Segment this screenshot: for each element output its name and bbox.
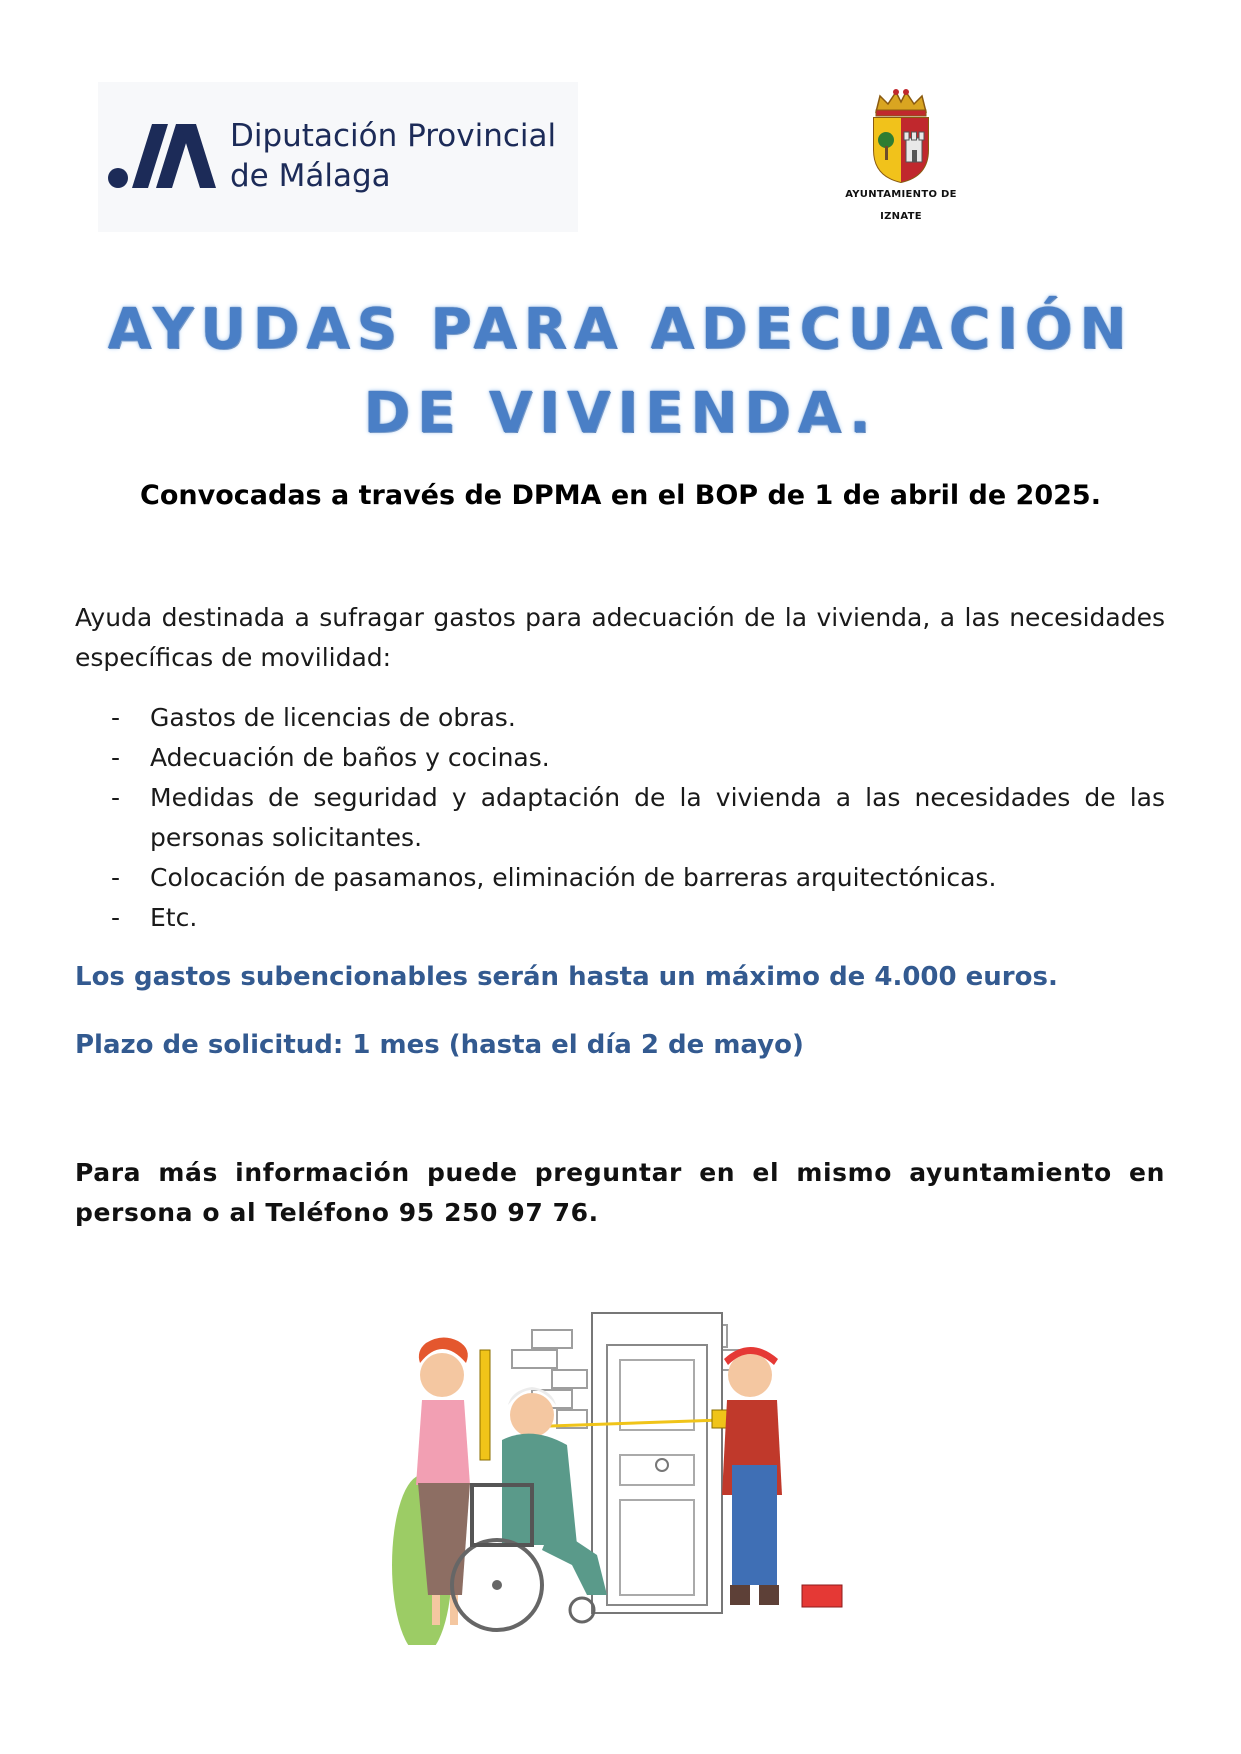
- iznate-coat-of-arms-icon: [866, 88, 936, 184]
- diputacion-logo-line2: de Málaga: [230, 158, 391, 194]
- convocatoria-subtitle: Convocadas a través de DPMA en el BOP de 1 de abril de 2025.: [140, 480, 1101, 511]
- diputacion-logo-text: [230, 116, 556, 196]
- list-item: [75, 698, 1165, 738]
- home-adaptation-illustration: [392, 1305, 848, 1645]
- list-bullet: -: [111, 783, 121, 812]
- list-bullet: -: [111, 903, 121, 932]
- list-item-text: Adecuación de baños y cocinas.: [150, 743, 550, 772]
- ayuntamiento-iznate-logo: [826, 88, 976, 224]
- list-bullet: -: [111, 743, 121, 772]
- list-item: [75, 738, 1165, 778]
- iznate-caption-line1: AYUNTAMIENTO DE: [845, 189, 957, 200]
- contact-info: Para más información puede preguntar en el mismo ayuntamiento en persona o al Teléfono 95 250 97 76.: [75, 1158, 1165, 1227]
- page-title-line2: DE VIVIENDA.: [363, 381, 878, 446]
- intro-paragraph: [75, 598, 1165, 678]
- expense-list: [75, 698, 1165, 938]
- list-item: [75, 898, 1165, 938]
- diputacion-logo-mark-icon: [106, 120, 216, 190]
- page-title: [0, 288, 1241, 456]
- list-item-text: Colocación de pasamanos, eliminación de barreras arquitectónicas.: [150, 863, 997, 892]
- diputacion-logo-line1: Diputación Provincial: [230, 118, 557, 154]
- page-title-line1: AYUDAS PARA ADECUACIÓN: [107, 297, 1134, 362]
- list-item-text: Etc.: [150, 903, 198, 932]
- iznate-caption: [826, 184, 976, 228]
- list-bullet: -: [111, 863, 121, 892]
- list-item-text: Medidas de seguridad y adaptación de la vivienda a las necesidades de las personas solicitantes.: [150, 783, 1165, 852]
- intro-text: Ayuda destinada a sufragar gastos para adecuación de la vivienda, a las necesidades específicas de movilidad:: [75, 603, 1165, 672]
- deadline-note: Plazo de solicitud: 1 mes (hasta el día 2 de mayo): [75, 1030, 804, 1060]
- list-item: [75, 778, 1165, 858]
- list-bullet: -: [111, 703, 121, 732]
- list-item-text: Gastos de licencias de obras.: [150, 703, 516, 732]
- iznate-caption-line2: IZNATE: [880, 211, 922, 222]
- maximum-amount-note: Los gastos subencionables serán hasta un máximo de 4.000 euros.: [75, 962, 1058, 992]
- list-item: [75, 858, 1165, 898]
- diputacion-malaga-logo: [98, 82, 578, 232]
